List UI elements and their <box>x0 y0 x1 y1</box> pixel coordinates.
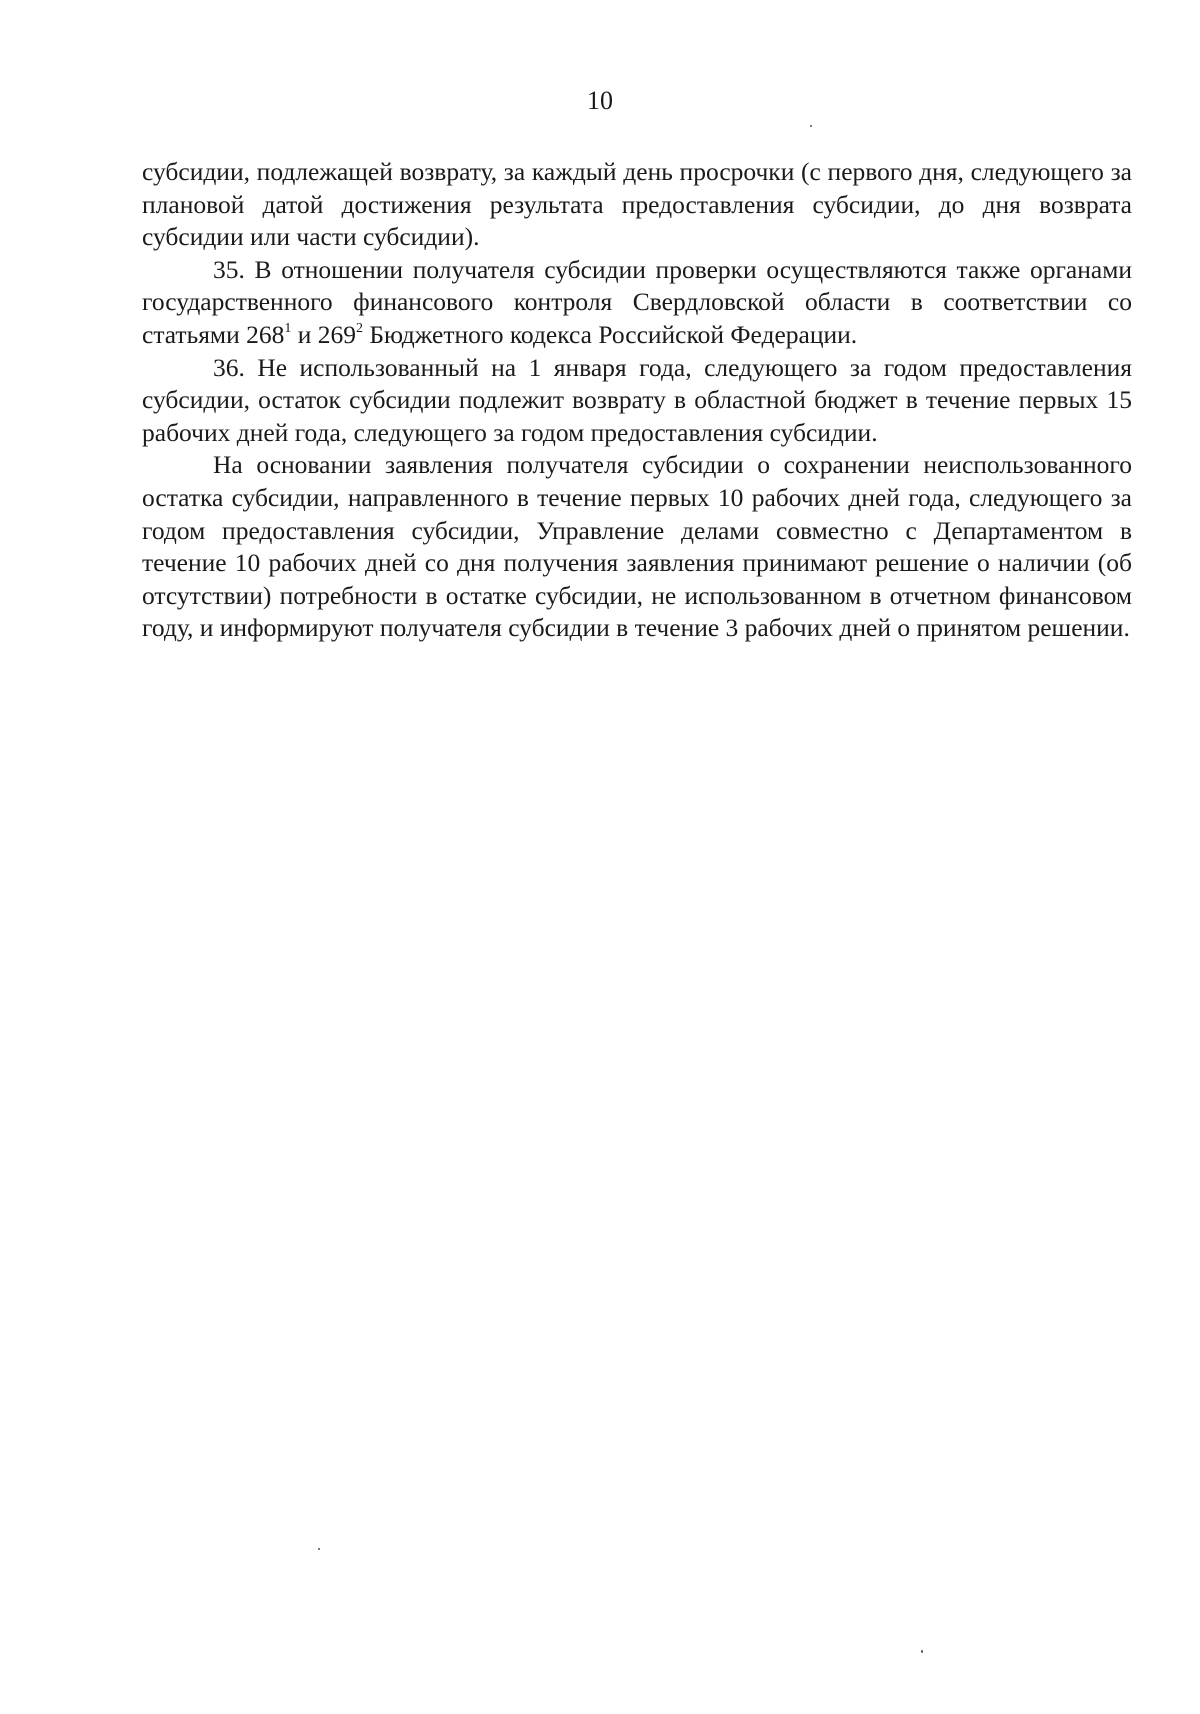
superscript-1: 1 <box>284 320 292 336</box>
paragraph-36: 36. Не использованный на 1 января года, следующего за годом предоставления субсидии, остаток субсидии подлежит возврату в областной бюджет в течение первых 15 рабочих дней года, следующего за годом предоставления субсидии. <box>142 352 1132 447</box>
scan-speck <box>921 1650 923 1653</box>
page-number: 10 <box>587 86 613 115</box>
document-body <box>142 156 1132 645</box>
paragraph-36-continuation: На основании заявления получателя субсидии о сохранении неиспользованного остатка субсидии, направленного в течение первых 10 рабочих дней года, следующего за годом предоставления субсидии, Управление делами совместно с Департаментом в течение 10 рабочих дней со дня получения заявления принимают решение о наличии (об отсутствии) потребности в остатке субсидии, не использованном в отчетном финансовом году, и информируют получателя субсидии в течение 3 рабочих дней о принятом решении. <box>142 450 1132 643</box>
paragraph-35-text-2: и 269 <box>291 319 356 349</box>
scan-speck <box>318 1548 320 1550</box>
paragraph-35-text-3: Бюджетного кодекса Российской Федерации. <box>363 319 858 349</box>
scan-speck <box>810 125 812 127</box>
paragraph-35 <box>142 254 1132 352</box>
paragraph-35-text-1: 35. В отношении получателя субсидии проверки осуществляются также органами государственного финансового контроля Свердловской области в соответствии со статьями 268 <box>142 254 1132 349</box>
paragraph-penalty-continuation: субсидии, подлежащей возврату, за каждый день просрочки (с первого дня, следующего за плановой датой достижения результата предоставления субсидии, до дня возврата субсидии или части субсидии). <box>142 157 1132 252</box>
superscript-2: 2 <box>356 320 363 336</box>
